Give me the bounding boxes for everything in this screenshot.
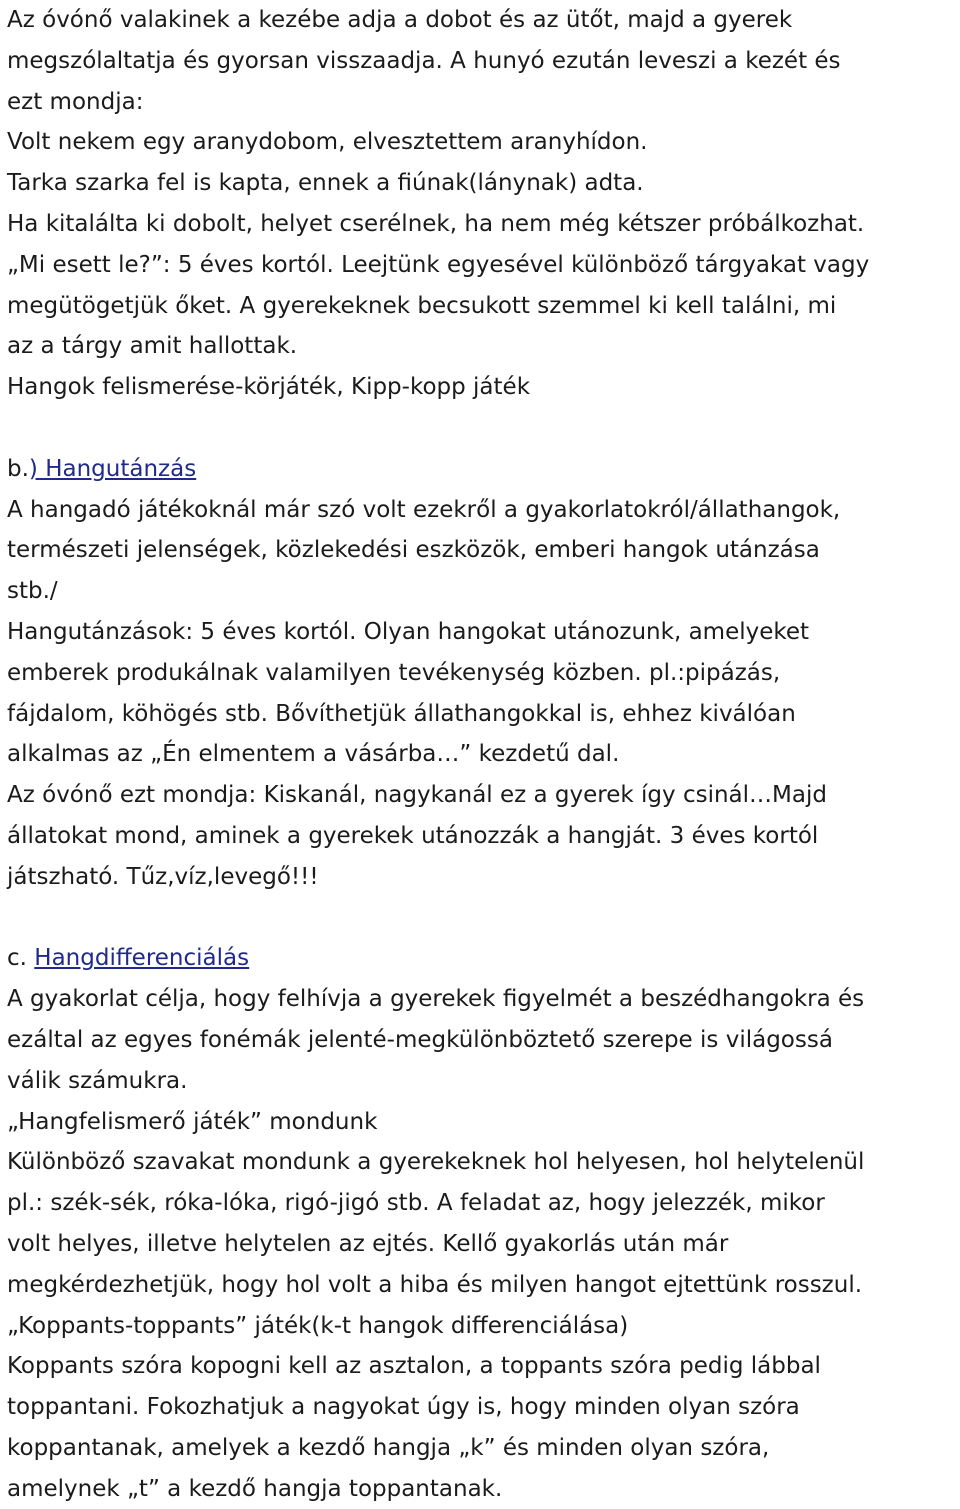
text-line: megütögetjük őket. A gyerekeknek becsukott szemmel ki kell találni, mi [7, 292, 837, 319]
text-line: A gyakorlat célja, hogy felhívja a gyerekek figyelmét a beszédhangokra és [7, 986, 865, 1013]
text-line: játszható. Tűz,víz,levegő!!! [7, 863, 319, 890]
text-line: A hangadó játékoknál már szó volt ezekről a gyakorlatokról/állathangok, [7, 496, 841, 523]
text-line: „Hangfelismerő játék” mondunk [7, 1108, 378, 1135]
intro-paragraph [7, 0, 957, 408]
text-line: stb./ [7, 578, 58, 605]
document-page [7, 0, 957, 1509]
text-line: Volt nekem egy aranydobom, elvesztettem aranyhídon. [7, 129, 648, 156]
text-line: pl.: szék-sék, róka-lóka, rigó-jigó stb. A feladat az, hogy jelezzék, mikor [7, 1190, 825, 1217]
text-line: Ha kitalálta ki dobolt, helyet cserélnek, ha nem még kétszer próbálkozhat. [7, 210, 865, 237]
section-b-heading [7, 449, 957, 490]
section-c-title-link[interactable]: Hangdifferenciálás [34, 945, 250, 972]
text-line: válik számukra. [7, 1067, 188, 1094]
text-line: állatokat mond, aminek a gyerekek utánozzák a hangját. 3 éves kortól [7, 822, 819, 849]
section-c-heading [7, 938, 957, 979]
text-line: koppantanak, amelyek a kezdő hangja „k” és minden olyan szóra, [7, 1434, 770, 1461]
text-line: Az óvónő valakinek a kezébe adja a dobot és az ütőt, majd a gyerek [7, 7, 793, 33]
text-line: volt helyes, illetve helytelen az ejtés. Kellő gyakorlás után már [7, 1230, 729, 1257]
text-line: ezt mondja: [7, 88, 144, 115]
paragraph-spacer [7, 898, 957, 939]
text-line: megszólaltatja és gyorsan visszaadja. A hunyó ezután leveszi a kezét és [7, 47, 841, 74]
text-line: alkalmas az „Én elmentem a vásárba…” kezdetű dal. [7, 741, 620, 768]
text-line: Tarka szarka fel is kapta, ennek a fiúnak(lánynak) adta. [7, 170, 644, 197]
text-line: Különböző szavakat mondunk a gyerekeknek hol helyesen, hol helytelenül [7, 1149, 865, 1176]
section-b-title-link[interactable]: ) Hangutánzás [28, 455, 197, 482]
section-b [7, 449, 957, 898]
text-line: Koppants szóra kopogni kell az asztalon, a toppants szóra pedig lábbal [7, 1353, 821, 1380]
text-line: Hangok felismerése-körjáték, Kipp-kopp játék [7, 374, 531, 401]
text-line: az a tárgy amit hallottak. [7, 333, 298, 360]
text-line: „Koppants-toppants” játék(k-t hangok differenciálása) [7, 1312, 629, 1339]
text-line: természeti jelenségek, közlekedési eszközök, emberi hangok utánzása [7, 537, 820, 564]
text-line: Az óvónő ezt mondja: Kiskanál, nagykanál ez a gyerek így csinál…Majd [7, 782, 827, 809]
text-line: toppantani. Fokozhatjuk a nagyokat úgy is, hogy minden olyan szóra [7, 1394, 800, 1421]
text-line: amelynek „t” a kezdő hangja toppantanak. [7, 1475, 503, 1502]
text-line: „Mi esett le?”: 5 éves kortól. Leejtünk egyesével különböző tárgyakat vagy [7, 251, 870, 278]
paragraph-spacer [7, 408, 957, 449]
section-c-prefix: c. [7, 945, 35, 972]
section-b-prefix: b. [7, 455, 29, 482]
text-line: Hangutánzások: 5 éves kortól. Olyan hangokat utánozunk, amelyeket [7, 618, 810, 645]
text-line: fájdalom, köhögés stb. Bővíthetjük állathangokkal is, ehhez kiválóan [7, 700, 796, 727]
text-line: emberek produkálnak valamilyen tevékenység közben. pl.:pipázás, [7, 659, 781, 686]
text-line: ezáltal az egyes fonémák jelenté-megkülönböztető szerepe is világossá [7, 1026, 833, 1053]
text-line: megkérdezhetjük, hogy hol volt a hiba és milyen hangot ejtettünk rosszul. [7, 1271, 863, 1298]
section-c [7, 938, 957, 1509]
